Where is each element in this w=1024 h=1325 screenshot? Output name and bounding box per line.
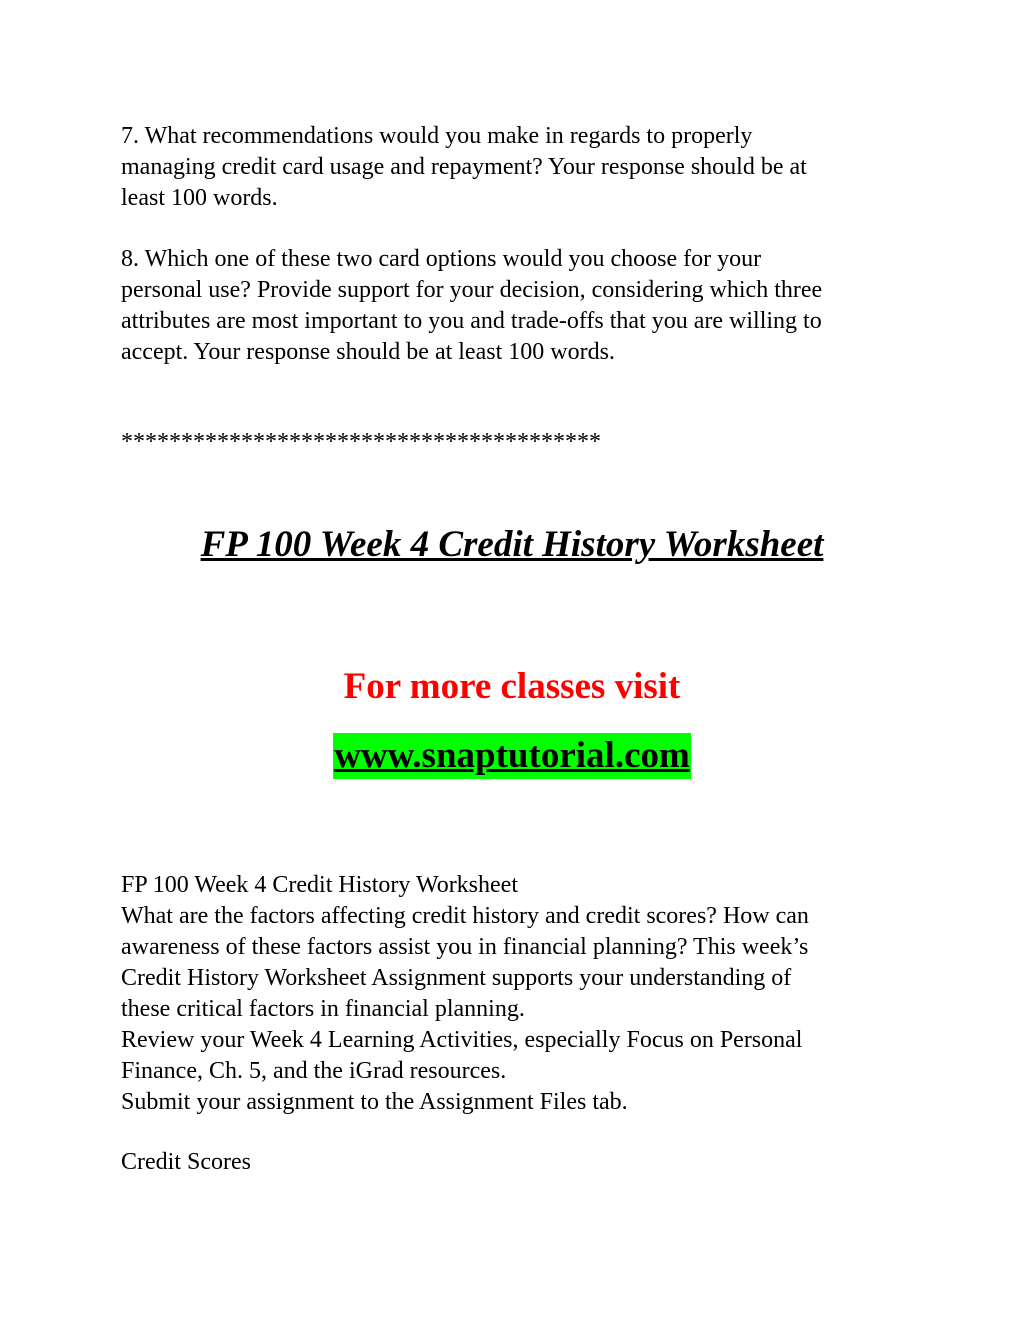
question-7-text: 7. What recommendations would you make in regards to properly managing credit card usage and repayment? Your response should be at least 100 words. <box>121 123 807 211</box>
promo-link-wrapper <box>0 733 1024 779</box>
asterisk-separator: **************************************** <box>121 429 601 455</box>
credit-scores-heading: Credit Scores <box>121 1149 251 1175</box>
snaptutorial-link[interactable]: www.snaptutorial.com <box>333 733 691 779</box>
worksheet-title: FP 100 Week 4 Credit History Worksheet <box>200 524 824 565</box>
question-8-text: 8. Which one of these two card options would you choose for your personal use? Provide support for your decision, considering which three attributes are most important to you and trade-offs that you are willing to accept. Your response should be at least 100 words. <box>121 246 823 365</box>
promo-text: For more classes visit <box>343 666 681 707</box>
assignment-description: FP 100 Week 4 Credit History Worksheet What are the factors affecting credit history and credit scores? How can awareness of these factors assist you in financial planning? This week’s Credit History Worksheet Assignment supports your understanding of these critical factors in financial planning. Review your Week 4 Learning Activities, especially Focus on Personal Finance, Ch. 5, and the iGrad resources. Submit your assignment to the Assignment Files tab. <box>121 872 809 1115</box>
